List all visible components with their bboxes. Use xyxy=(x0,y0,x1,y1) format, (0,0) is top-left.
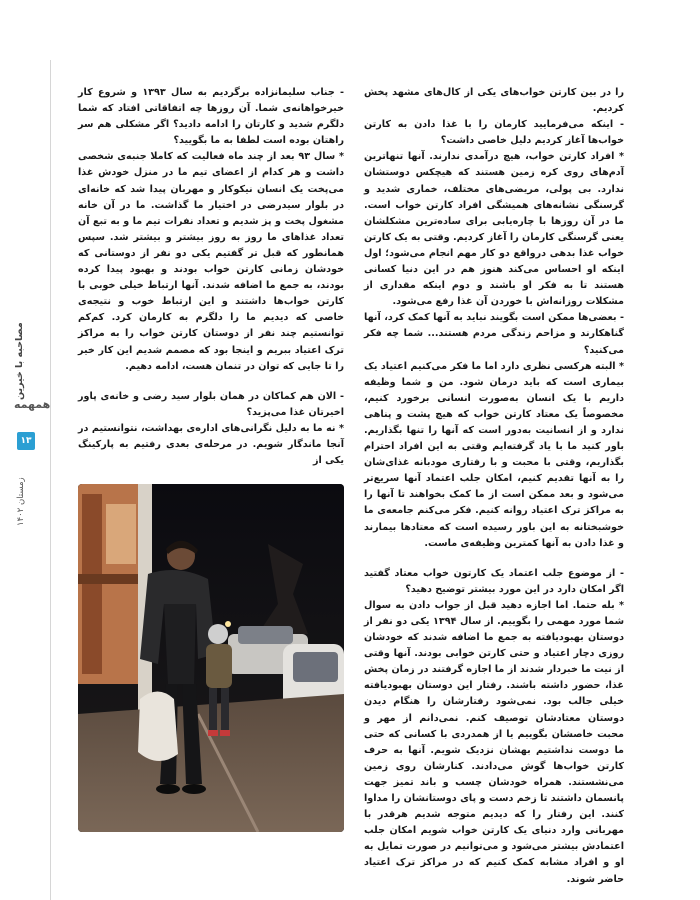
margin-divider xyxy=(50,60,51,900)
interview-answer: * بله حتما. اما اجازه دهید قبل از جواب دادن به سوال شما مورد مهمی را بگوییم. از سال ۱۳۹۴ یکی دو نفر از دوستان بهبودیافته به جمع ما اضافه شدند که خودشان روزی دچار اعتیاد و حتی کارتن خوابی بودند. آنها وقتی از نیت ما خبردار شدند از ما اجازه گرفتند در زمان پخش غذا، حضور داشته باشند. رفتار این دوستان بهبودیافته خیلی جالب بود. نمی‌شود رفتارشان را هنگام دیدن دوستان معتادشان توصیف کنم. نمی‌دانم از مهر و محبت خاصشان بگوییم یا از همدردی با کسانی که حتی ما دوست نداشتیم بهشان نزدیک شویم. آنها به حرف کارتن خواب‌ها گوش می‌دادند. کنارشان روی زمین می‌نشستند. همراه خودشان چسب و باند تمیز جهت پانسمان داشتند تا زخم دست و پای دوستانشان را مداوا کنند. این رفتار را که دیدیم متوجه شدیم هرقدر با مهربانی وارد دنیای یک کارتن خواب شویم امکان جلب اعتمادش بیشتر می‌شود و می‌توانیم در صورت تمایل به او و افراد مشابه کمک کنیم که در مراکز ترک اعتیاد حاضر شوند. xyxy=(364,599,625,885)
interview-question: - از موضوع جلب اعتماد یک کارتون خواب معتاد گفتید اگر امکان دارد در این مورد بیشتر توضیح دهید؟ xyxy=(364,567,624,595)
interview-answer: * نه ما به دلیل نگرانی‌های اداره‌ی بهداشت، نتوانستیم در آنجا ماندگار شویم. در مرحله‌ی بعدی رفتیم به پارکینگ یکی از xyxy=(78,422,344,467)
right-text-column xyxy=(364,85,624,888)
paragraph: را در بین کارتن خواب‌های یکی از کال‌های مشهد پخش کردیم. xyxy=(364,87,624,115)
section-label: مصاحبه با خیرین xyxy=(14,322,25,400)
interview-question: - بعضی‌ها ممکن است بگویند نباید به آنها کمک کرد، آنها گناهکارند و مزاحم زندگی مردم هستند... شما چه فکر می‌کنید؟ xyxy=(364,312,624,356)
interview-answer: * سال ۹۳ بعد از چند ماه فعالیت که کاملا جنبه‌ی شخصی داشت و هر کدام از اعضای تیم ما در منزل خودش غذا می‌پخت یک انسان نیکوکار و مهربان پیدا شد که خانه‌ای در بلوار سیدرضی در اختیار ما گذاشت. ما در آن خانه مشغول پخت و پز شدیم و تعداد نفرات تیم ما و به تبع آن تعداد غذاهای ما روز به روز بیشتر و بیشتر شد. سپس همانطور که قبل تر گفتیم یکی دو نفر از دوستانی که خودشان زمانی کارتن خواب بودند و بهبود پیدا کرده بودند، به جمع ما اضافه شدند. آنها ارتباط خیلی خوبی با کارتن خواب‌ها داشتند و این ارتباط خوب و نتیجه‌ی خاصی که دیدیم ما را دلگرم به کارمان کرد. کم‌کم توانستیم چند نفر از دوستان کارتن خواب را به مراکز ترک اعتیاد ببریم و اینجا بود که مصمم شدیم این کار خیر را تا جایی که توان در تنمان هست، ادامه دهیم. xyxy=(78,151,344,372)
interview-answer: * البته هرکسی نظری دارد اما ما فکر می‌کنیم اعتیاد یک بیماری است که باید درمان شود. من و شما وظیفه داریم با یک انسان به‌صورت انسانی برخورد کنیم، مخصوصاً یک معتاد کارتن خواب که هیچ پشت و پناهی ندارد و از انسانیت به‌دور است که آنها را تنها بگذاریم. باور کنید ما با یاد گرفته‌ایم وقتی به این افراد احترام بگذاریم، وقتی با محبت و با رفتاری مودبانه غذای‌شان را به آنها تقدیم کنیم، امکان جلب اعتماد آنها سریع‌تر می‌شود و بعد ممکن است از ما کمک بخواهند تا آنها را به مراکز ترک اعتیاد روانه کنیم. فکر می‌کنم جامعه‌ی ما خوشبختانه به این باور رسیده است که معتادها بیمارند و غذا دادن به آنها کمترین وظیفه‌ی ماست. xyxy=(364,360,624,549)
interview-question: - اینکه می‌فرمایید کارمان را با غذا دادن به کارتن خواب‌ها آغاز کردیم دلیل خاصی داشت؟ xyxy=(364,119,624,147)
page-number-badge: ۱۳ xyxy=(17,432,35,450)
interview-answer: * افراد کارتن خواب، هیچ درآمدی ندارند. آنها تنهاترین آدم‌های روی کره زمین هستند که هیچکس دوستشان ندارد. بی پولی، مریضی‌های مختلف، خماری شدید و گرسنگی نشانه‌های همیشگی افراد کارتن خواب است. ما در آن روزها با چاره‌یابی برای ساده‌ترین مشکلشان یعنی گرسنگی کارمان را آغاز کردیم. وقتی به یک کارتن خواب غذا بدهی درواقع دو کار مهم انجام می‌شود؛ اول اینکه او احساس می‌کند هنوز هم در این دنیا کسانی هستند تا به فکر او باشند و دوم اینکه مقداری از مشکلات روزانه‌اش با خوردن آن غذا رفع می‌شود. xyxy=(364,151,624,308)
margin-bar xyxy=(0,0,51,900)
issue-date: زمستان ۱۴۰۲ xyxy=(16,477,26,526)
interview-question: - جناب سلیمانزاده برگردیم به سال ۱۳۹۳ و شروع کار خیرخواهانه‌ی شما. آن روزها چه اتفاقاتی افتاد که شما دلگرم شدید و کارتان را ادامه دادید؟ اگر مشکلی هم سر راهتان بوده است لطفا به ما بگویید؟ xyxy=(78,87,344,147)
street-photo xyxy=(78,484,344,832)
left-text-column xyxy=(78,85,344,469)
magazine-logo: همهمه xyxy=(14,398,51,411)
interview-question: - الان هم کماکان در همان بلوار سید رضی و خانه‌ی پاور اخیرتان غذا می‌پزید؟ xyxy=(78,390,344,418)
